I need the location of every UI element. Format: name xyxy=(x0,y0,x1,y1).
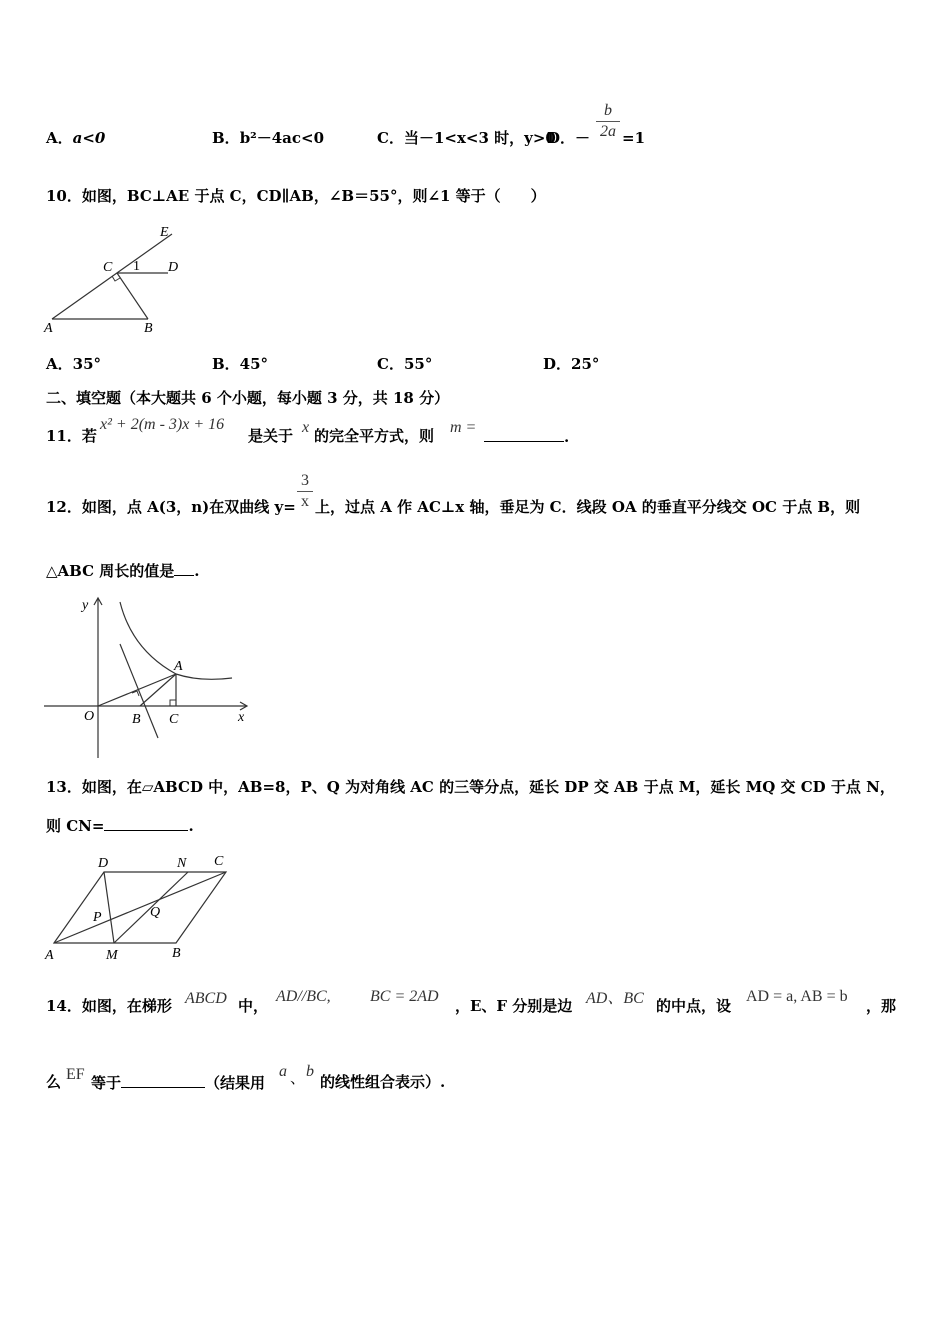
q10-figure xyxy=(40,222,200,340)
q13-line1: 13．如图，在▱ABCD 中，AB=8，P、Q 为对角线 AC 的三等分点，延长 DP 交 AB 于点 M，延长 MQ 交 CD 于点 N， xyxy=(46,778,895,796)
q11-mid: 是关于 xyxy=(248,427,294,445)
q9-option-b-label: B． xyxy=(212,129,240,147)
label-n: N xyxy=(177,856,187,871)
q12-line2-text: △ABC 周长的值是 xyxy=(46,562,175,580)
label-m: M xyxy=(106,948,118,963)
q12-line2-end: . xyxy=(194,562,200,580)
diagonal-ac xyxy=(54,872,226,943)
label-q: Q xyxy=(150,905,161,920)
q11-ask: m = xyxy=(450,419,477,436)
q14-mid1: 中， xyxy=(238,997,269,1015)
fraction-bar xyxy=(297,491,313,492)
q9-option-d-numerator: b xyxy=(604,102,612,119)
label-o: O xyxy=(84,709,95,724)
q10-option-c: C．55° xyxy=(377,355,433,373)
q9-option-a-expr: a<0 xyxy=(72,129,106,147)
label-b: B xyxy=(144,321,153,336)
answer-blank[interactable] xyxy=(121,1073,205,1088)
label-p: P xyxy=(93,910,102,925)
label-c: C xyxy=(214,854,224,869)
q14-line2-d: 的线性组合表示）. xyxy=(320,1073,446,1091)
q12-figure xyxy=(40,592,255,762)
q9-option-a xyxy=(46,129,105,147)
segment-ab xyxy=(140,674,176,706)
answer-blank[interactable] xyxy=(104,816,188,831)
q9-option-d-tail: =1 xyxy=(622,129,646,147)
label-b: B xyxy=(172,946,181,961)
q13-line2 xyxy=(46,816,194,835)
q11-end: . xyxy=(564,428,570,446)
q14-ef: EF xyxy=(66,1066,85,1083)
q14-prefix: 14．如图，在梯形 xyxy=(46,997,172,1015)
q14-vector-a: a xyxy=(279,1063,287,1080)
label-c: C xyxy=(103,260,113,275)
q12-fraction-numerator: 3 xyxy=(301,472,309,489)
q14-trapezoid-name: ABCD xyxy=(185,990,227,1007)
q13-line2-text: 则 CN= xyxy=(46,817,105,835)
q12-fraction xyxy=(297,472,313,511)
label-e: E xyxy=(160,225,169,240)
q14-mid2: ，E、F 分别是边 xyxy=(455,997,573,1015)
q10-option-a: A．35° xyxy=(46,355,102,373)
q10-stem: 10．如图，BC⊥AE 于点 C，CD∥AB，∠B＝55°，则∠1 等于（ ） xyxy=(46,187,546,205)
q14-line2-c: （结果用 xyxy=(205,1074,266,1092)
answer-blank[interactable] xyxy=(174,561,194,576)
q12-fraction-denominator: x xyxy=(301,493,309,510)
q12-prefix: 12．如图，点 A(3，n)在双曲线 y= xyxy=(46,498,296,516)
right-angle-mark-c xyxy=(170,700,176,706)
q9-option-d-denominator: 2a xyxy=(600,123,616,140)
q14-vector-b: b xyxy=(306,1063,314,1080)
fraction-bar xyxy=(596,121,620,122)
q11-variable: x xyxy=(302,419,310,436)
segment-bc xyxy=(117,273,148,319)
q14-line2-b-wrap xyxy=(91,1073,265,1092)
q14-condition-1: AD//BC, xyxy=(276,988,331,1005)
label-c: C xyxy=(169,712,179,727)
q14-line2-b: 等于 xyxy=(91,1074,122,1092)
label-d: D xyxy=(98,856,109,871)
q14-mid3: 的中点，设 xyxy=(656,997,732,1015)
q14-vectors: AD = a, AB = b xyxy=(746,988,848,1005)
label-d: D xyxy=(168,260,179,275)
q9-option-b xyxy=(212,129,324,147)
q12-rest: 上，过点 A 作 AC⊥x 轴，垂足为 C．线段 OA 的垂直平分线交 OC 于点 B，则 xyxy=(315,498,861,516)
label-y: y xyxy=(82,598,89,613)
q11-tail: 的完全平方式，则 xyxy=(314,427,435,445)
q14-tail: ，那 xyxy=(866,997,897,1015)
q9-option-a-label: A． xyxy=(46,129,73,147)
q10-option-d: D．25° xyxy=(543,355,600,373)
label-b: B xyxy=(132,712,141,727)
q11-prefix: 11．若 xyxy=(46,427,97,445)
q14-condition-2: BC = 2AD xyxy=(370,988,439,1005)
label-x: x xyxy=(238,710,245,725)
q14-edges: AD、BC xyxy=(586,990,644,1007)
section-title: 二、填空题（本大题共 6 个小题，每小题 3 分，共 18 分） xyxy=(46,389,450,407)
q12-line2 xyxy=(46,561,200,580)
q11-answer-line xyxy=(484,427,569,446)
label-a: A xyxy=(45,948,54,963)
segment-oa xyxy=(98,674,176,706)
q14-line2-a: 么 xyxy=(46,1073,62,1091)
label-a: A xyxy=(174,659,183,674)
q9-option-b-expr: b²－4ac<0 xyxy=(239,129,325,147)
q14-separator: 、 xyxy=(290,1069,306,1087)
right-angle-mark xyxy=(112,276,120,281)
label-a: A xyxy=(44,321,53,336)
segment-dm xyxy=(104,872,114,943)
label-angle-1: 1 xyxy=(133,259,140,274)
q13-line2-end: . xyxy=(188,817,194,835)
q9-option-c: C．当－1<x<3 时，y>0 xyxy=(377,129,556,147)
q13-figure xyxy=(40,850,240,965)
q9-option-d-label: D．－ xyxy=(547,129,591,147)
q10-option-b: B．45° xyxy=(212,355,269,373)
answer-blank[interactable] xyxy=(484,427,564,442)
q9-option-d-fraction xyxy=(596,102,620,141)
q11-expression: x² + 2(m - 3)x + 16 xyxy=(100,416,225,433)
